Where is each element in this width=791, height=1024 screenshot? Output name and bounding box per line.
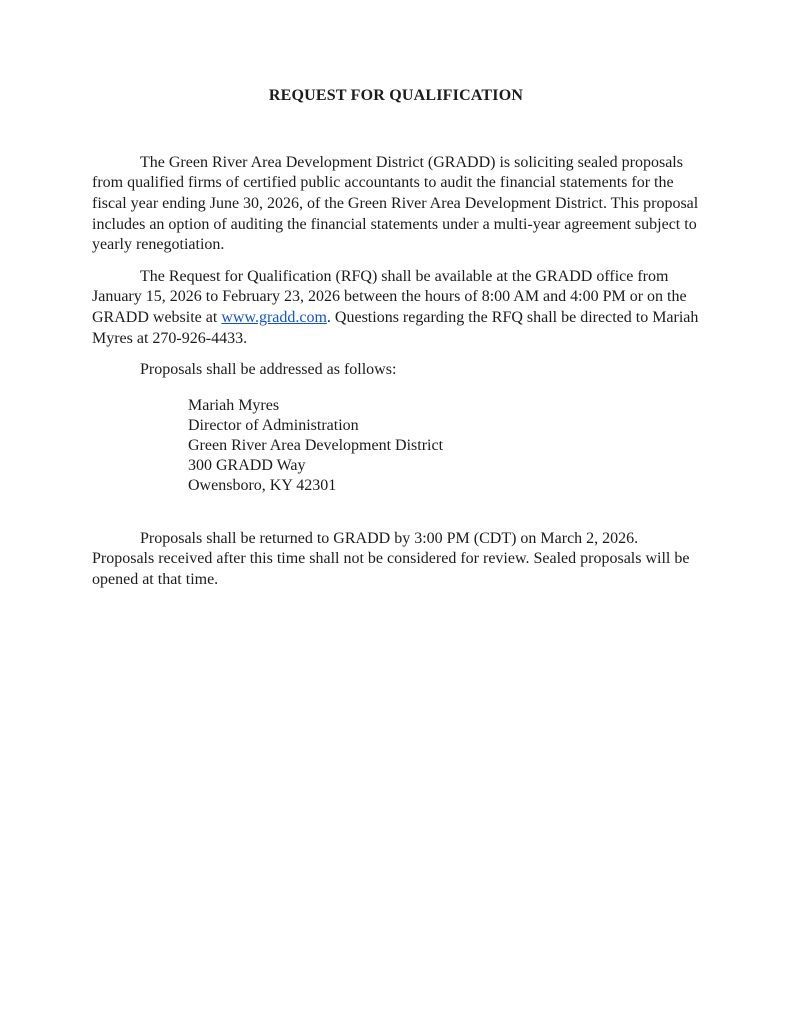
address-street: 300 GRADD Way: [188, 456, 306, 474]
paragraph-rfq-availability: [92, 267, 700, 349]
address-organization: Green River Area Development District: [188, 436, 444, 454]
rfq-text-after-link: . Questions regarding the RFQ shall be directed to Mariah Myres at 270-926-4433.: [92, 308, 699, 347]
address-recipient-name: Mariah Myres: [188, 396, 280, 414]
paragraph-deadline: Proposals shall be returned to GRADD by 3:00 PM (CDT) on March 2, 2026. Proposals received after this time shall not be considered for review. Sealed proposals will be opened at that time.: [92, 529, 690, 588]
gradd-website-link[interactable]: www.gradd.com: [221, 308, 327, 326]
address-recipient-title: Director of Administration: [188, 416, 359, 434]
rfq-text-before-link: The Request for Qualification (RFQ) shall be available at the GRADD office from January 15, 2026 to February 23, 2026 between the hours of 8:00 AM and 4:00 PM or on the GRADD website at: [92, 267, 687, 326]
address-block: [188, 396, 700, 496]
address-city-state-zip: Owensboro, KY 42301: [188, 476, 337, 494]
document-title: REQUEST FOR QUALIFICATION: [268, 87, 524, 104]
paragraph-address-intro: Proposals shall be addressed as follows:: [140, 361, 397, 379]
paragraph-intro: The Green River Area Development District (GRADD) is soliciting sealed proposals from qualified firms of certified public accountants to audit the financial statements for the fiscal year ending June 30, 2026, of the Green River Area Development District. This proposal includes an option of auditing the financial statements under a multi-year agreement subject to yearly renegotiation.: [92, 153, 699, 254]
